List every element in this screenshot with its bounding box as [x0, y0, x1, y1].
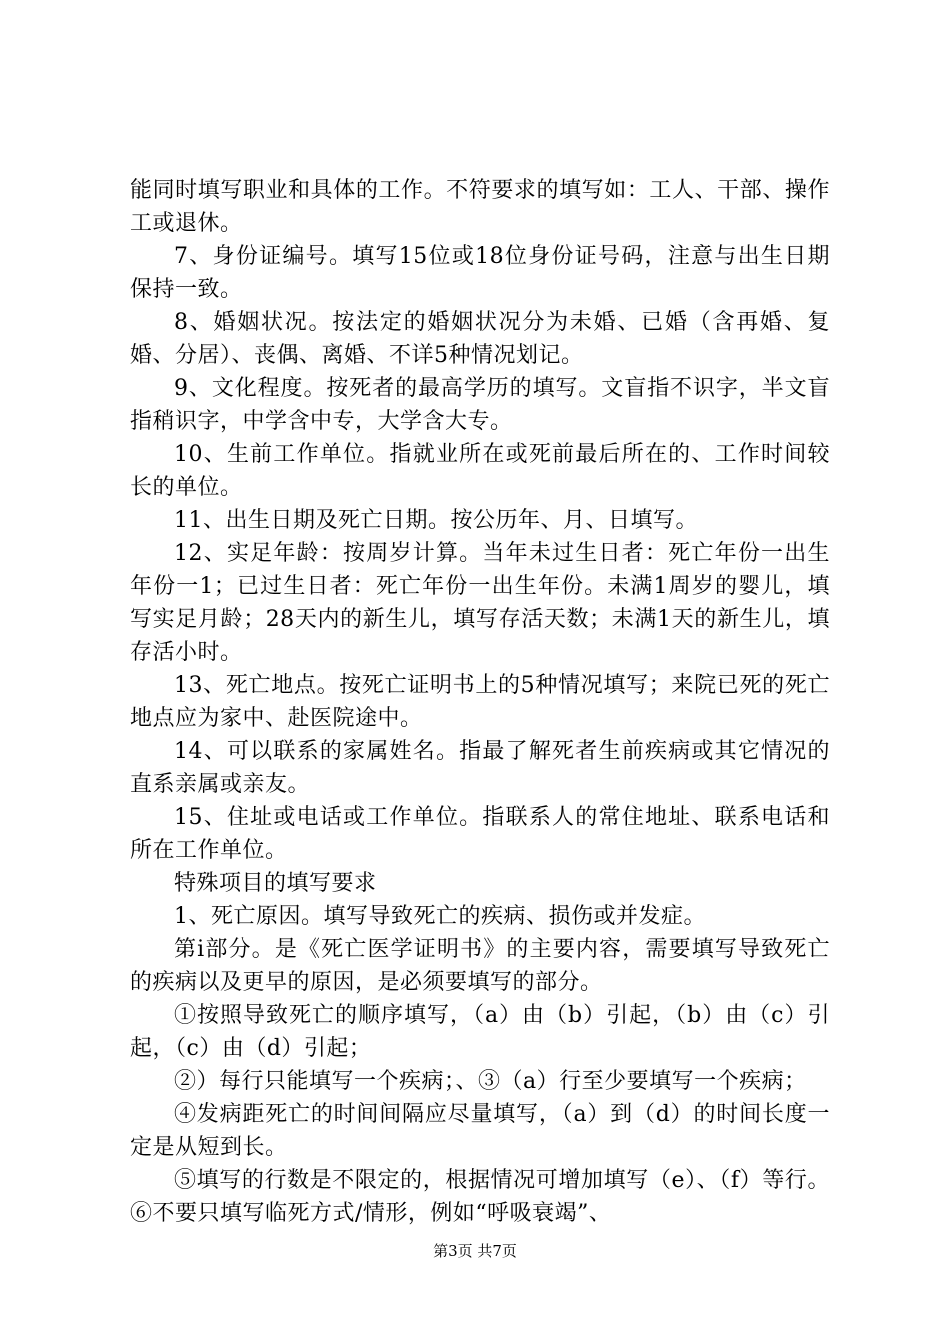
paragraph-17: ⑤填写的行数是不限定的，根据情况可增加填写（e）、（f）等行。⑥不要只填写临死方式/情形，例如“呼吸衰竭”、 [130, 1168, 830, 1226]
paragraph-12: 1、死亡原因。填写导致死亡的疾病、损伤或并发症。 [174, 904, 706, 929]
page-footer: 第3页 共7页 [433, 1242, 517, 1260]
paragraph-13: 第ⅰ部分。是《死亡医学证明书》的主要内容，需要填写导致死亡的疾病以及更早的原因，是必须要填写的部分。 [130, 937, 830, 995]
paragraph-2: 7、身份证编号。填写15位或18位身份证号码，注意与出生日期保持一致。 [130, 244, 830, 302]
paragraph-6: 11、出生日期及死亡日期。按公历年、月、日填写。 [174, 508, 698, 533]
paragraph-14: ①按照导致死亡的顺序填写，（a）由（b）引起，（b）由（c）引起，（c）由（d）引起； [130, 1003, 830, 1061]
section-heading: 特殊项目的填写要求 [174, 871, 377, 896]
paragraph-16: ④发病距死亡的时间间隔应尽量填写，（a）到（d）的时间长度一定是从短到长。 [130, 1102, 830, 1160]
paragraph-1: 能同时填写职业和具体的工作。不符要求的填写如：工人、干部、操作工或退休。 [130, 178, 830, 236]
paragraph-10: 15、住址或电话或工作单位。指联系人的常住地址、联系电话和所在工作单位。 [130, 805, 830, 863]
paragraph-3: 8、婚姻状况。按法定的婚姻状况分为未婚、已婚（含再婚、复婚、分居）、丧偶、离婚、不详5种情况划记。 [130, 310, 830, 368]
paragraph-8: 13、死亡地点。按死亡证明书上的5种情况填写；来院已死的死亡地点应为家中、赴医院途中。 [130, 673, 830, 731]
paragraph-9: 14、可以联系的家属姓名。指最了解死者生前疾病或其它情况的直系亲属或亲友。 [130, 739, 830, 797]
paragraph-4: 9、文化程度。按死者的最高学历的填写。文盲指不识字，半文盲指稍识字，中学含中专，大学含大专。 [130, 376, 830, 434]
document-body [130, 174, 830, 1230]
paragraph-15: ②）每行只能填写一个疾病；、③（a）行至少要填写一个疾病； [174, 1069, 807, 1094]
paragraph-5: 10、生前工作单位。指就业所在或死前最后所在的、工作时间较长的单位。 [130, 442, 830, 500]
paragraph-7: 12、实足年龄：按周岁计算。当年未过生日者：死亡年份一出生年份一1；已过生日者：死亡年份一出生年份。未满1周岁的婴儿，填写实足月龄；28天内的新生儿，填写存活天数；未满1天的新生儿，填存活小时。 [130, 541, 830, 665]
